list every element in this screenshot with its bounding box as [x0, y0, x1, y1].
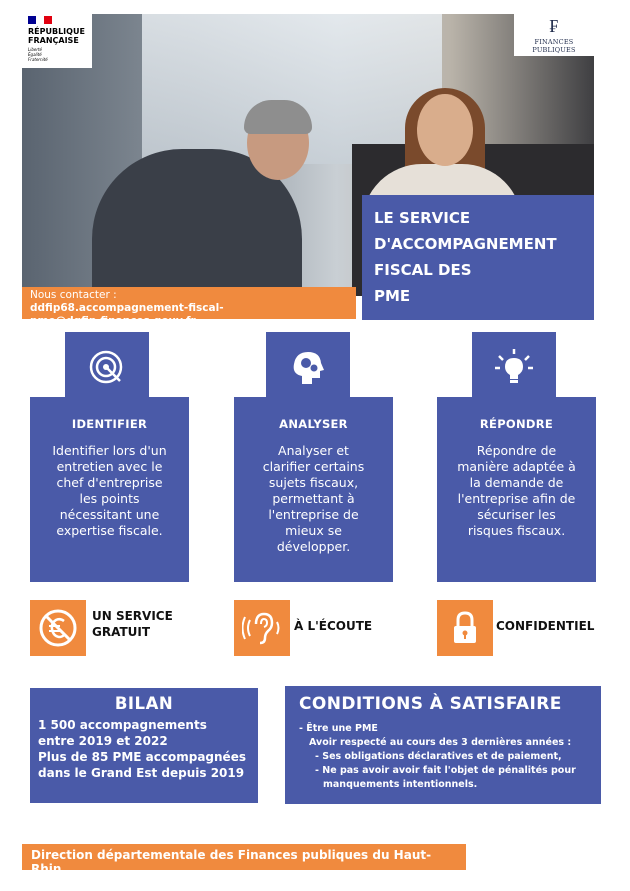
conditions-title: CONDITIONS À SATISFAIRE: [299, 694, 562, 714]
ear-icon: [242, 608, 282, 648]
republique-francaise-logo: [22, 14, 92, 68]
condition-sub-penalites: - Ne pas avoir avoir fait l'objet de pénalités pour: [315, 765, 576, 776]
contact-label: Nous contacter :: [30, 289, 117, 301]
republic-line1: RÉPUBLIQUE: [28, 27, 85, 36]
card-repondre: [437, 397, 596, 582]
padlock-icon: [445, 608, 485, 648]
card-identifier: [30, 397, 189, 582]
card-repondre-title: RÉPONDRE: [479, 417, 554, 431]
badge-gratuit-label: UN SERVICE GRATUIT: [92, 609, 173, 639]
finances-publiques-logo: [514, 14, 594, 56]
contact-banner: [22, 287, 356, 327]
badge-ecoute-label: À L'ÉCOUTE: [294, 619, 373, 633]
card-repondre-text: Répondre de manière adaptée à la demande de l'entreprise afin de sécuriser les risques fiscaux.: [457, 443, 576, 538]
card-analyser-text: Analyser et clarifier certains sujets fiscaux, permettant à l'entreprise de mieux se développer.: [262, 443, 365, 554]
card-analyser: [234, 397, 393, 582]
card-repondre-tab: [472, 332, 556, 402]
condition-sub-manquements: manquements intentionnels.: [323, 779, 478, 790]
badge-confidentiel-label: CONFIDENTIEL: [496, 619, 595, 633]
card-identifier-title: IDENTIFIER: [71, 417, 148, 431]
badge-gratuit-box: [30, 600, 86, 656]
republic-motto: Liberté Égalité Fraternité: [28, 47, 48, 62]
badge-ecoute-box: [234, 600, 290, 656]
republic-line2: FRANÇAISE: [28, 36, 79, 45]
bilan-box: [30, 688, 258, 803]
bilan-title: BILAN: [114, 694, 174, 713]
card-analyser-title: ANALYSER: [279, 417, 348, 431]
target-icon: [87, 348, 127, 388]
footer-text: Direction départementale des Finances publiques du Haut-Rhin: [31, 848, 432, 876]
hero-title: LE SERVICE D'ACCOMPAGNEMENT FISCAL DES PME: [362, 195, 594, 320]
condition-item-obligations: Avoir respecté au cours des 3 dernières années :: [309, 737, 572, 748]
lightbulb-icon: [494, 348, 534, 388]
bilan-text: 1 500 accompagnements entre 2019 et 2022 Plus de 85 PME accompagnées dans le Grand Est depuis 2019: [38, 718, 246, 780]
condition-item-pme: - Être une PME: [299, 723, 378, 734]
footer-banner: [22, 844, 466, 876]
no-euro-icon: [38, 608, 78, 648]
badge-confidentiel-box: [437, 600, 493, 656]
head-gears-icon: [288, 348, 328, 388]
french-flag-icon: [28, 16, 52, 24]
contact-email[interactable]: ddfip68.accompagnement-fiscal-pme@dgfip.finances.gouv.fr: [30, 302, 224, 327]
fp-monogram-icon: ₣: [549, 16, 559, 37]
conditions-box: [285, 686, 601, 804]
condition-sub-declarations: - Ses obligations déclaratives et de paiement,: [315, 751, 562, 762]
card-identifier-tab: [65, 332, 149, 402]
fp-name: FINANCES PUBLIQUES: [532, 38, 576, 54]
card-identifier-text: Identifier lors d'un entretien avec le chef d'entreprise les points nécessitant une expertise fiscale.: [52, 443, 167, 538]
card-analyser-tab: [266, 332, 350, 402]
photo-woman-face: [417, 94, 473, 166]
